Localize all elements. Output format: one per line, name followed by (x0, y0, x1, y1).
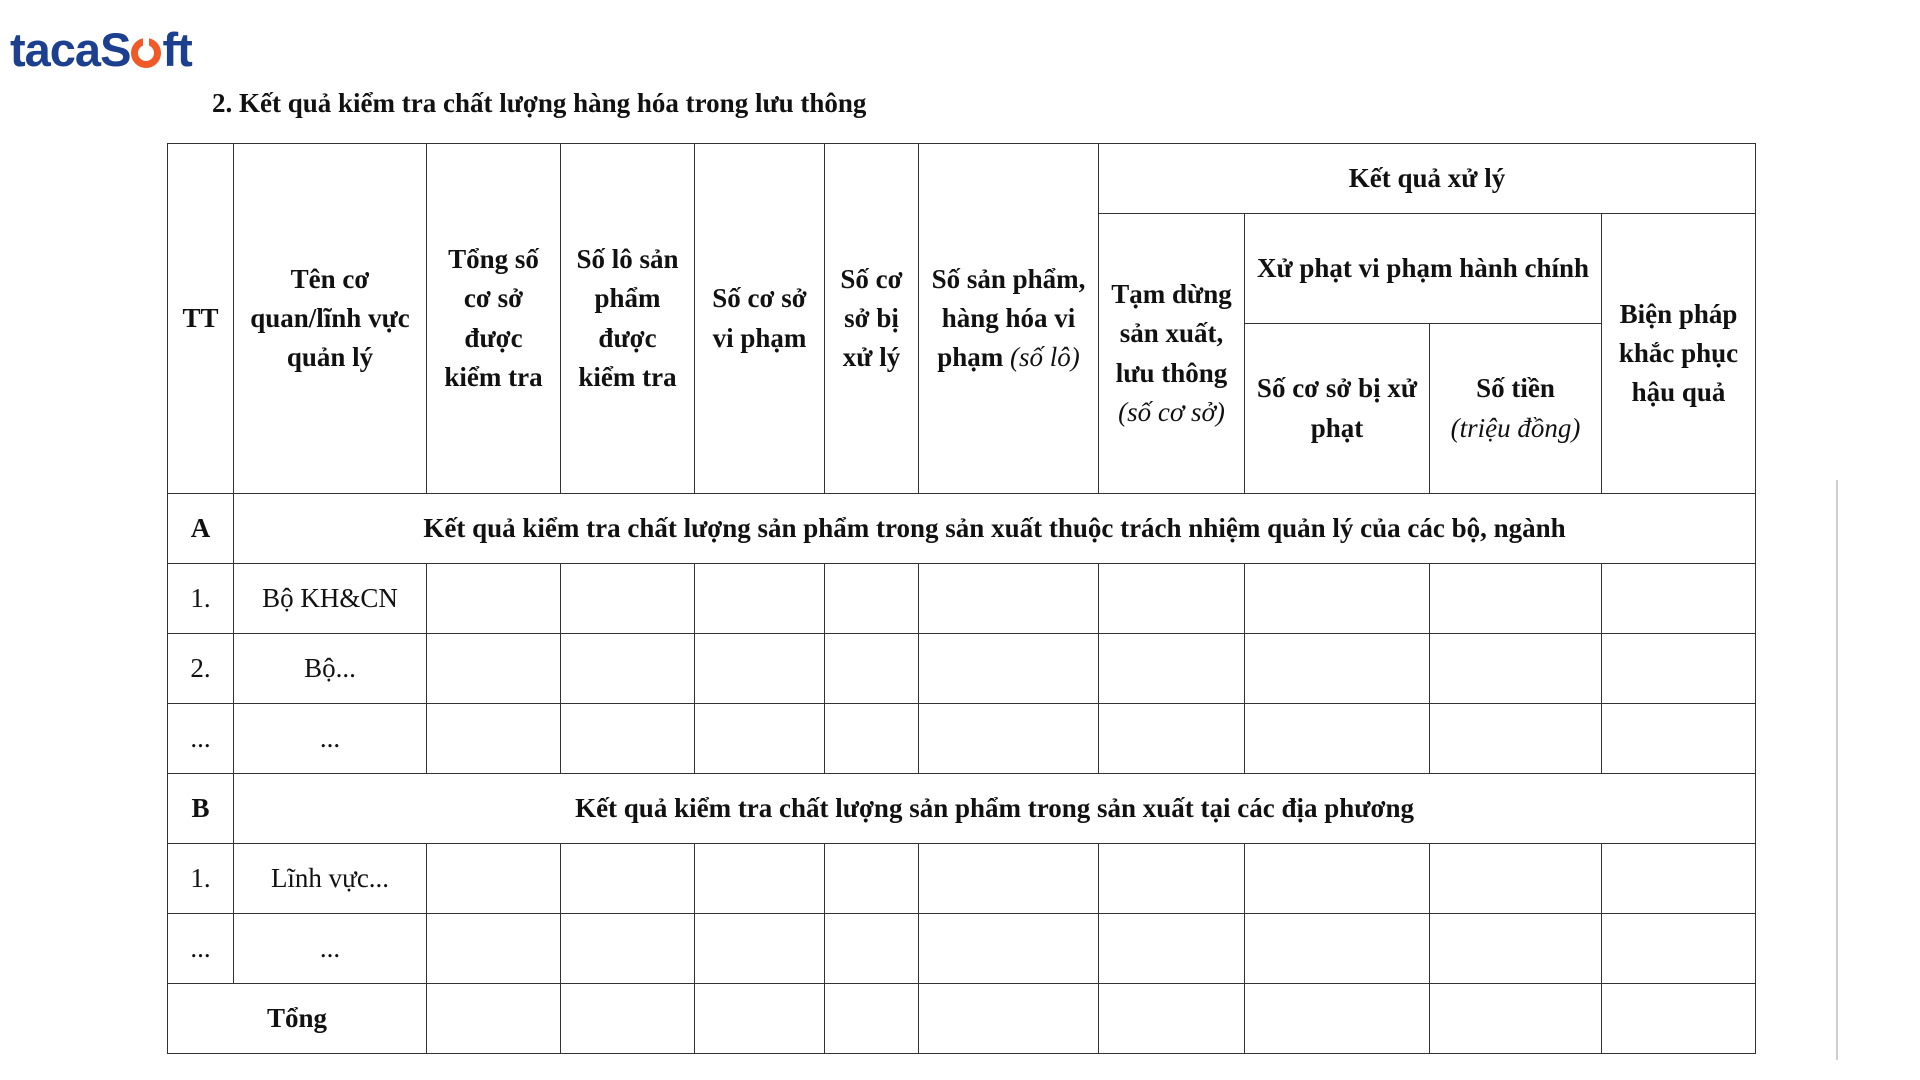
empty-cell (1430, 704, 1602, 774)
empty-cell (919, 844, 1099, 914)
empty-cell (427, 984, 561, 1054)
empty-cell (825, 984, 919, 1054)
empty-cell (561, 984, 695, 1054)
empty-cell (1602, 984, 1756, 1054)
empty-cell (561, 914, 695, 984)
table-row (168, 704, 1756, 774)
empty-cell (427, 914, 561, 984)
header-tam-dung-text: Tạm dừng sản xuất, lưu thông (1111, 279, 1232, 388)
empty-cell (919, 564, 1099, 634)
empty-cell (1430, 564, 1602, 634)
header-bien-phap: Biện pháp khắc phục hậu quả (1602, 214, 1756, 494)
empty-cell (919, 634, 1099, 704)
empty-cell (1430, 844, 1602, 914)
header-so-co-so-bi-xu-phat: Số cơ sở bị xử phạt (1245, 324, 1430, 494)
header-row-1 (168, 144, 1756, 214)
header-so-co-so-vi-pham: Số cơ sở vi phạm (695, 144, 825, 494)
empty-cell (561, 704, 695, 774)
empty-cell (825, 914, 919, 984)
header-so-lo: Số lô sản phẩm được kiểm tra (561, 144, 695, 494)
empty-cell (825, 564, 919, 634)
empty-cell (825, 844, 919, 914)
section-a-title: Kết quả kiểm tra chất lượng sản phẩm trong sản xuất thuộc trách nhiệm quản lý của các bộ, ngành (234, 494, 1756, 564)
empty-cell (1430, 984, 1602, 1054)
logo-power-icon (131, 38, 161, 68)
empty-cell (1430, 634, 1602, 704)
row-tt: 1. (168, 844, 234, 914)
empty-cell (1430, 914, 1602, 984)
row-tt: 2. (168, 634, 234, 704)
section-a-code: A (168, 494, 234, 564)
document-title: 2. Kết quả kiểm tra chất lượng hàng hóa trong lưu thông (212, 88, 867, 118)
empty-cell (427, 634, 561, 704)
empty-cell (919, 914, 1099, 984)
empty-cell (695, 844, 825, 914)
empty-cell (1245, 844, 1430, 914)
logo-text-part2: S (100, 23, 131, 76)
header-ten-co-quan: Tên cơ quan/lĩnh vực quản lý (234, 144, 427, 494)
header-xu-phat: Xử phạt vi phạm hành chính (1245, 214, 1602, 324)
section-b-row (168, 774, 1756, 844)
row-tt: ... (168, 704, 234, 774)
header-so-san-pham (919, 144, 1099, 494)
empty-cell (1099, 844, 1245, 914)
logo-text-part3: ft (162, 23, 192, 76)
header-so-tien-unit: (triệu đồng) (1450, 412, 1581, 443)
empty-cell (695, 564, 825, 634)
header-tt: TT (168, 144, 234, 494)
empty-cell (695, 984, 825, 1054)
table-row (168, 634, 1756, 704)
table-row (168, 914, 1756, 984)
header-so-san-pham-text: Số sản phẩm, hàng hóa vi phạm (931, 263, 1086, 373)
empty-cell (1099, 704, 1245, 774)
empty-cell (1245, 634, 1430, 704)
empty-cell (695, 634, 825, 704)
section-a-row (168, 494, 1756, 564)
row-name: Bộ KH&CN (234, 564, 427, 634)
empty-cell (825, 704, 919, 774)
header-so-tien (1430, 324, 1602, 494)
row-name: Lĩnh vực... (234, 844, 427, 914)
empty-cell (1245, 984, 1430, 1054)
row-tt: ... (168, 914, 234, 984)
empty-cell (1602, 844, 1756, 914)
empty-cell (919, 704, 1099, 774)
header-ket-qua-xu-ly: Kết quả xử lý (1099, 144, 1756, 214)
empty-cell (427, 704, 561, 774)
section-b-code: B (168, 774, 234, 844)
table-row (168, 844, 1756, 914)
empty-cell (1099, 564, 1245, 634)
empty-cell (919, 984, 1099, 1054)
header-so-co-so-bi-xu-ly: Số cơ sở bị xử lý (825, 144, 919, 494)
table-row (168, 564, 1756, 634)
empty-cell (1099, 634, 1245, 704)
total-label: Tổng (168, 984, 427, 1054)
header-tong-so: Tổng số cơ sở được kiểm tra (427, 144, 561, 494)
empty-cell (1245, 704, 1430, 774)
row-name: Bộ... (234, 634, 427, 704)
empty-cell (427, 844, 561, 914)
empty-cell (825, 634, 919, 704)
empty-cell (561, 564, 695, 634)
empty-cell (427, 564, 561, 634)
empty-cell (695, 704, 825, 774)
header-tam-dung (1099, 214, 1245, 494)
empty-cell (1245, 564, 1430, 634)
logo-text-part1: taca (10, 23, 101, 76)
empty-cell (561, 634, 695, 704)
empty-cell (1602, 914, 1756, 984)
empty-cell (1602, 634, 1756, 704)
empty-cell (1099, 984, 1245, 1054)
empty-cell (1245, 914, 1430, 984)
page-edge-divider (1836, 480, 1838, 1060)
header-tam-dung-unit: (số cơ sở) (1118, 396, 1225, 427)
header-so-tien-text: Số tiền (1476, 373, 1555, 404)
row-name: ... (234, 704, 427, 774)
empty-cell (1099, 914, 1245, 984)
empty-cell (561, 844, 695, 914)
empty-cell (1602, 704, 1756, 774)
header-so-san-pham-unit: (số lô) (1010, 342, 1080, 373)
empty-cell (1602, 564, 1756, 634)
section-b-title: Kết quả kiểm tra chất lượng sản phẩm trong sản xuất tại các địa phương (234, 774, 1756, 844)
report-table (167, 143, 1756, 1054)
row-name: ... (234, 914, 427, 984)
tacasoft-logo (10, 23, 192, 76)
empty-cell (695, 914, 825, 984)
row-tt: 1. (168, 564, 234, 634)
total-row (168, 984, 1756, 1054)
